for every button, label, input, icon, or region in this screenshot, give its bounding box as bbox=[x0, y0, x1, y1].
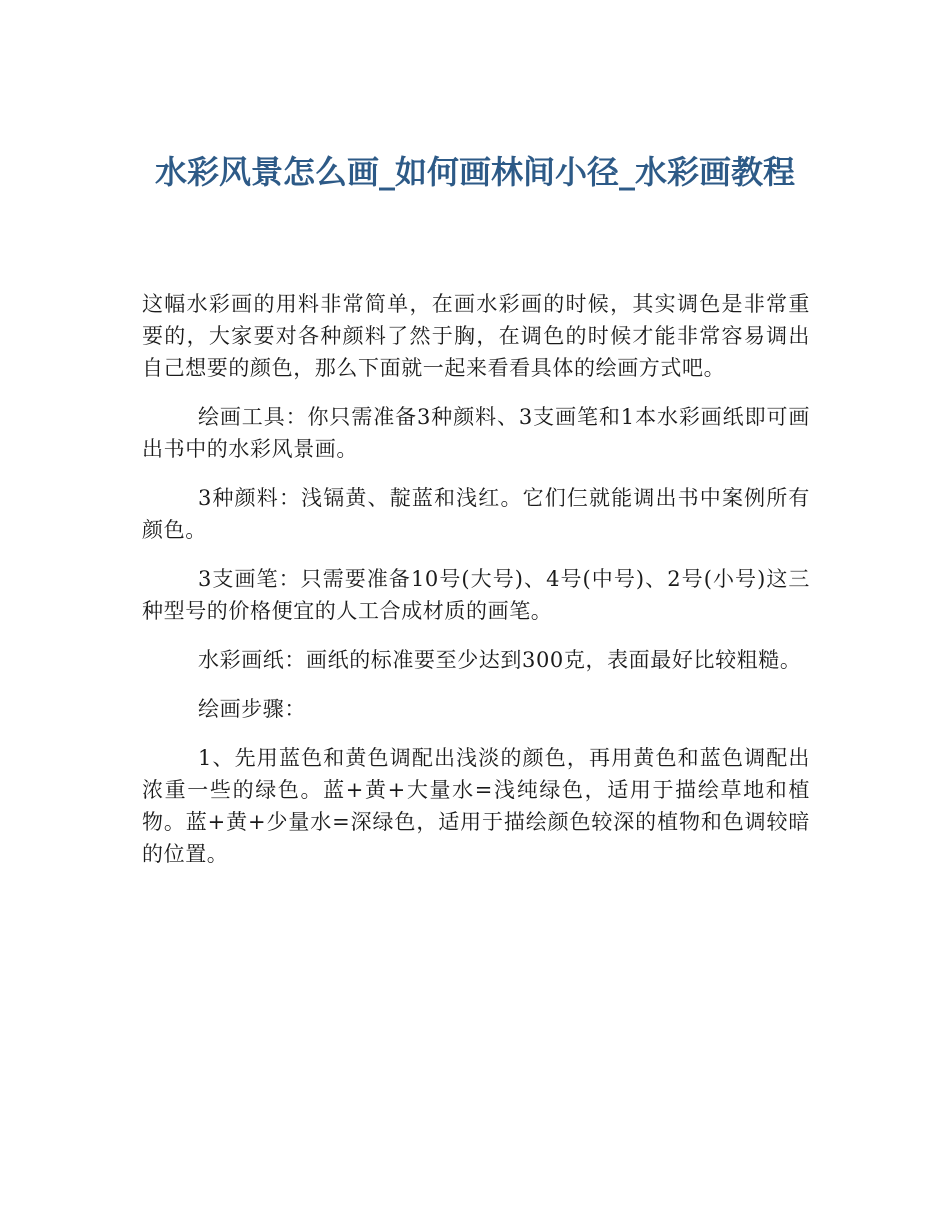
document-title: 水彩风景怎么画_如何画林间小径_水彩画教程 bbox=[154, 153, 795, 191]
paragraph-paints: 3种颜料：浅镉黄、靛蓝和浅红。它们仨就能调出书中案例所有颜色。 bbox=[142, 486, 810, 542]
paragraph-steps-heading: 绘画步骤： bbox=[198, 697, 306, 721]
paragraph-intro: 这幅水彩画的用料非常简单，在画水彩画的时候，其实调色是非常重要的，大家要对各种颜料了然于胸，在调色的时候才能非常容易调出自己想要的颜色，那么下面就一起来看看具体的绘画方式吧。 bbox=[142, 292, 810, 380]
paragraph-tools: 绘画工具：你只需准备3种颜料、3支画笔和1本水彩画纸即可画出书中的水彩风景画。 bbox=[142, 405, 810, 461]
paragraph-brushes: 3支画笔：只需要准备10号(大号)、4号(中号)、2号(小号)这三种型号的价格便宜的人工合成材质的画笔。 bbox=[142, 567, 810, 623]
paragraph-paper: 水彩画纸：画纸的标准要至少达到300克，表面最好比较粗糙。 bbox=[198, 648, 802, 672]
paragraph-step-1: 1、先用蓝色和黄色调配出浅淡的颜色，再用黄色和蓝色调配出浓重一些的绿色。蓝+黄+大量水=浅纯绿色，适用于描绘草地和植物。蓝+黄+少量水=深绿色，适用于描绘颜色较深的植物和色调较暗的位置。 bbox=[142, 746, 810, 866]
document-body bbox=[142, 288, 810, 887]
